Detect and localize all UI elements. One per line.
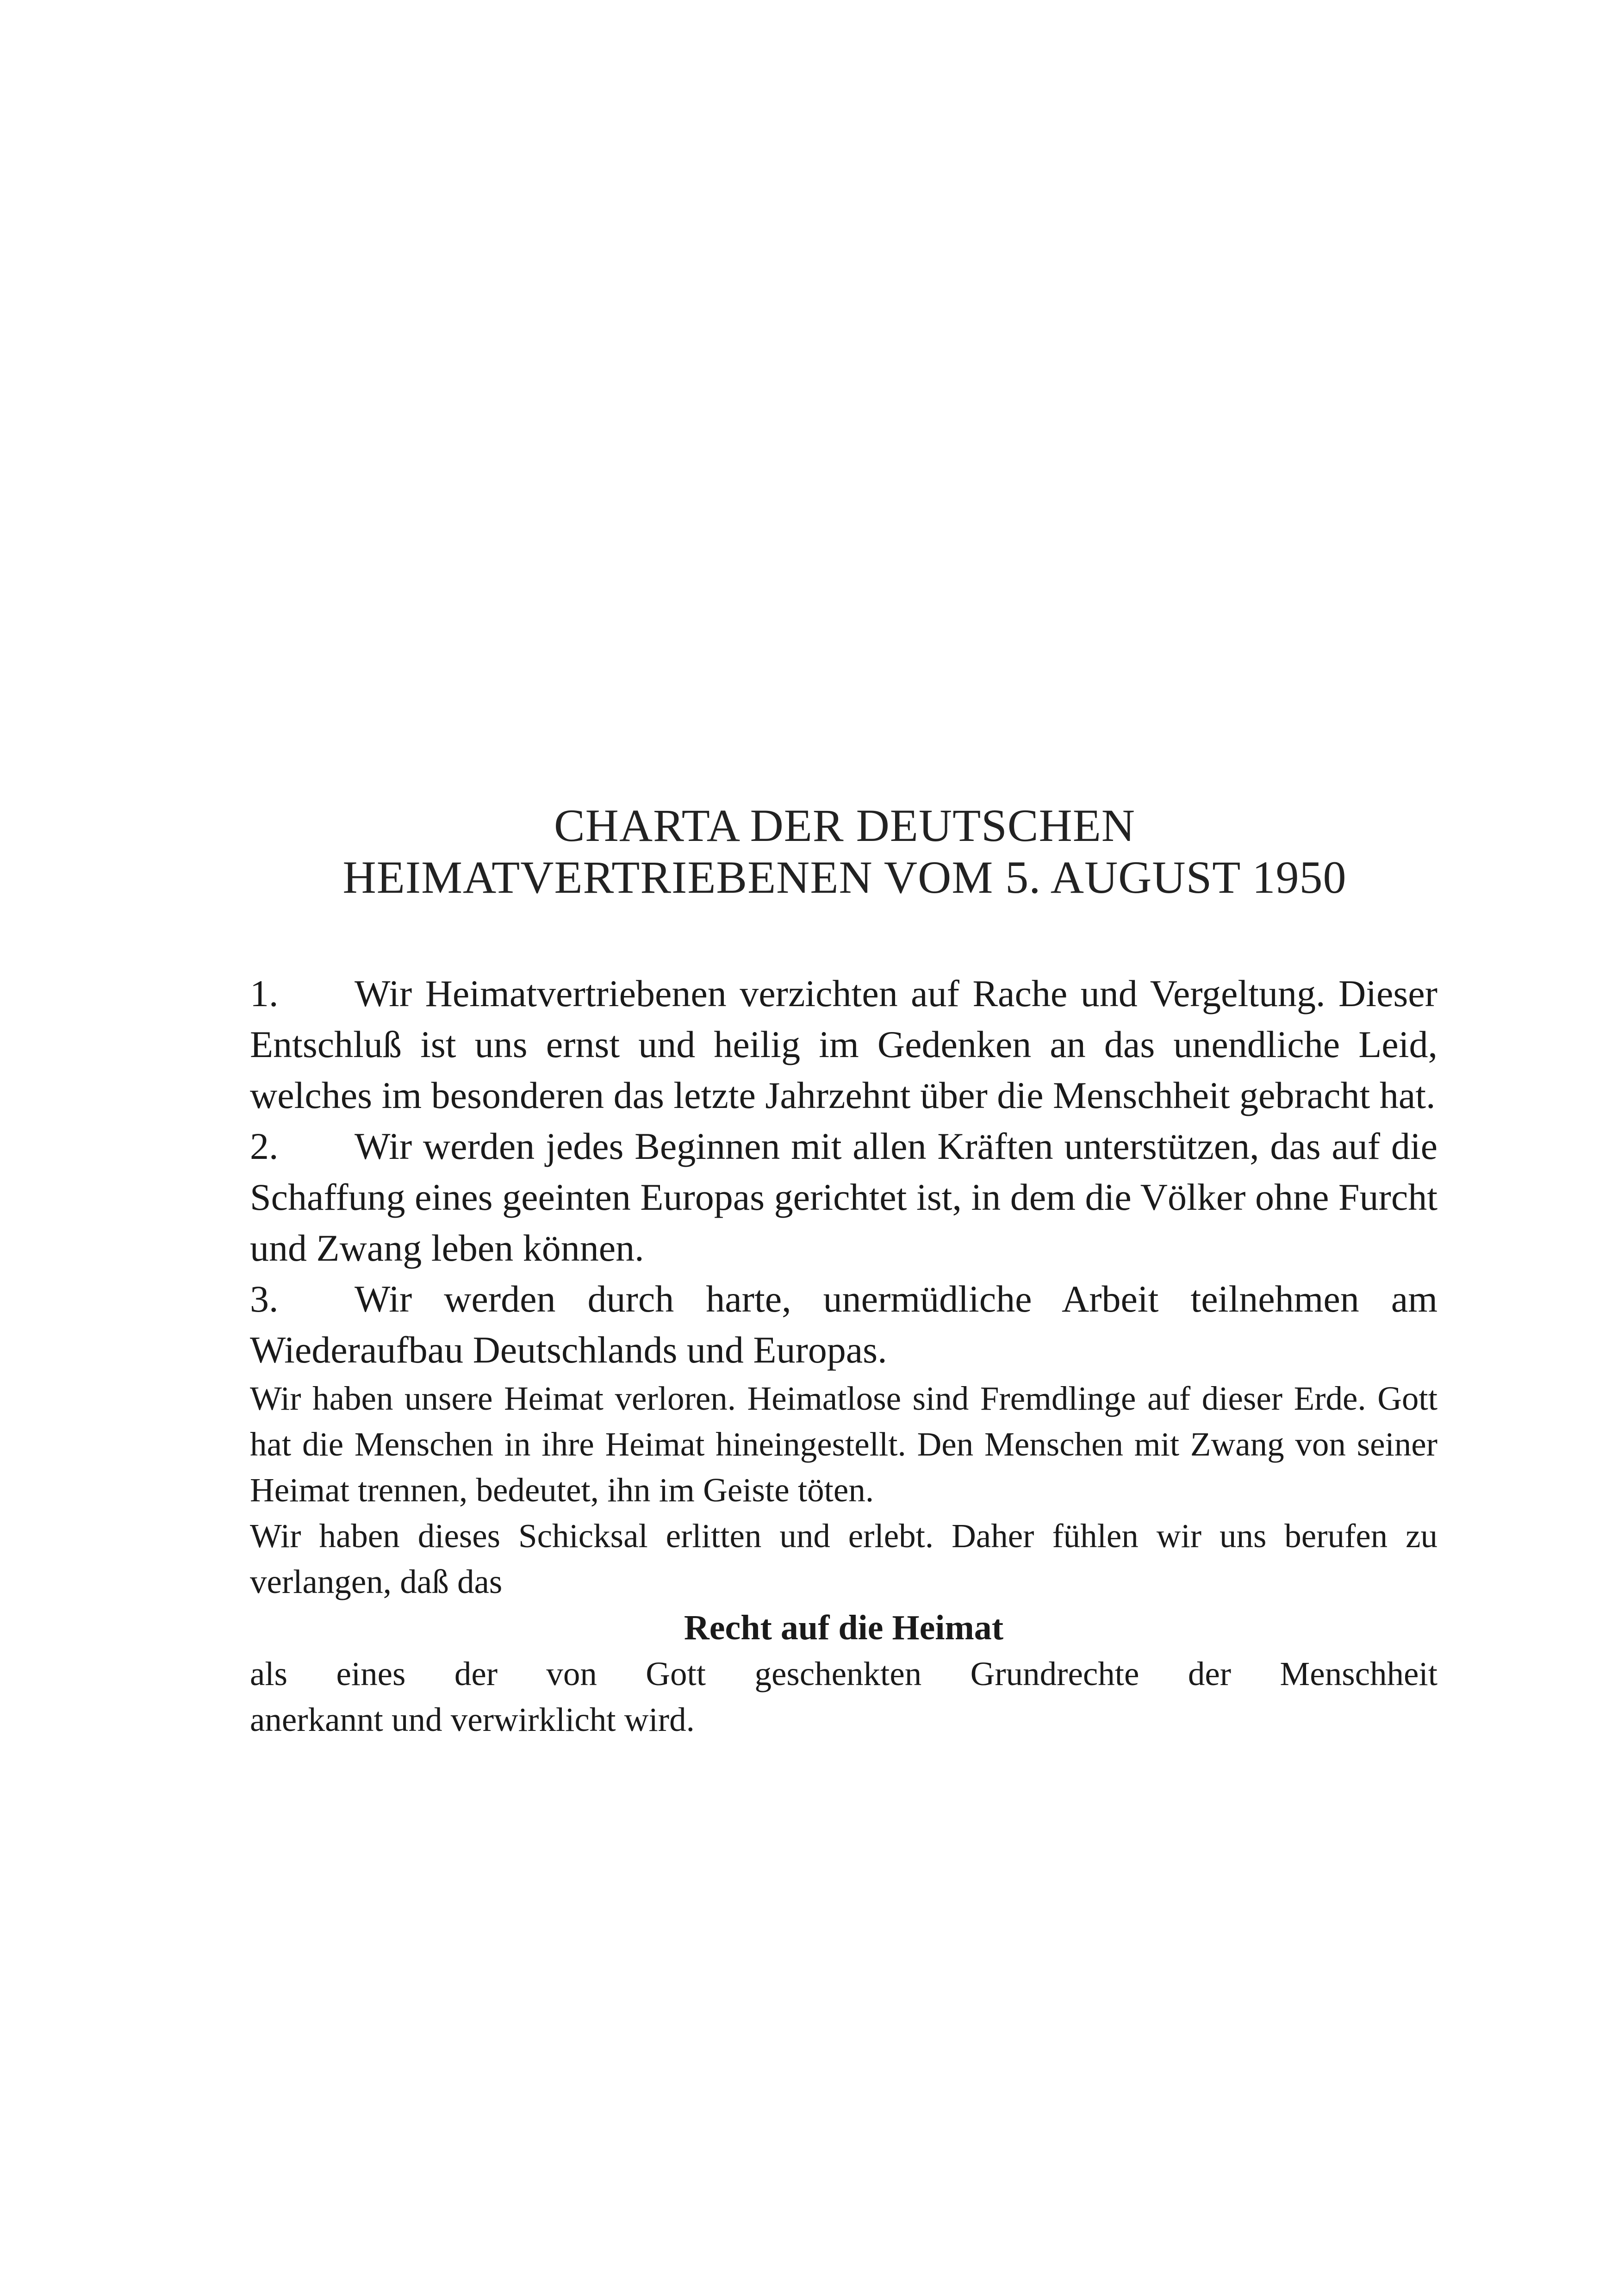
numbered-item-3 (250, 1274, 1438, 1375)
document-title (250, 800, 1439, 903)
item-text: Wir werden jedes Beginnen mit allen Kräften unterstützen, das auf die Schaffung eines geeinten Europas gerichtet ist, in dem die Völker ohne Furcht und Zwang leben können. (250, 1125, 1438, 1269)
item-number: 2. (250, 1125, 279, 1167)
title-line-2: HEIMATVERTRIEBENEN VOM 5. AUGUST 1950 (342, 852, 1347, 903)
closing-line-2: anerkannt und verwirklicht wird. (250, 1701, 695, 1738)
paragraph-homeland: Wir haben unsere Heimat verloren. Heimatlose sind Fremdlinge auf dieser Erde. Gott hat die Menschen in ihre Heimat hineingestellt. Den Menschen mit Zwang von seiner Heimat trennen, bedeutet, ihn im Geiste töten. (250, 1380, 1438, 1509)
item-text: Wir Heimatvertriebenen verzichten auf Rache und Vergeltung. Dieser Entschluß ist uns ernst und heilig im Gedenken an das unendliche Leid, welches im besonderen das letzte Jahrzehnt über die Menschheit gebracht hat. (250, 972, 1438, 1116)
title-line-1: CHARTA DER DEUTSCHEN (554, 800, 1136, 851)
numbered-item-2 (250, 1121, 1438, 1274)
item-number: 3. (250, 1278, 279, 1320)
document-body (250, 968, 1438, 1742)
item-text: Wir werden durch harte, unermüdliche Arbeit teilnehmen am Wiederaufbau Deutschlands und Europas. (250, 1278, 1438, 1371)
item-number: 1. (250, 972, 279, 1014)
paragraph-fate: Wir haben dieses Schicksal erlitten und erlebt. Daher fühlen wir uns berufen zu verlangen, daß das (250, 1517, 1438, 1600)
emphasis-heading: Recht auf die Heimat (684, 1608, 1004, 1647)
closing-line-1: als eines der von Gott geschenkten Grundrechte der Menschheit (250, 1655, 1438, 1692)
numbered-item-1 (250, 968, 1438, 1121)
